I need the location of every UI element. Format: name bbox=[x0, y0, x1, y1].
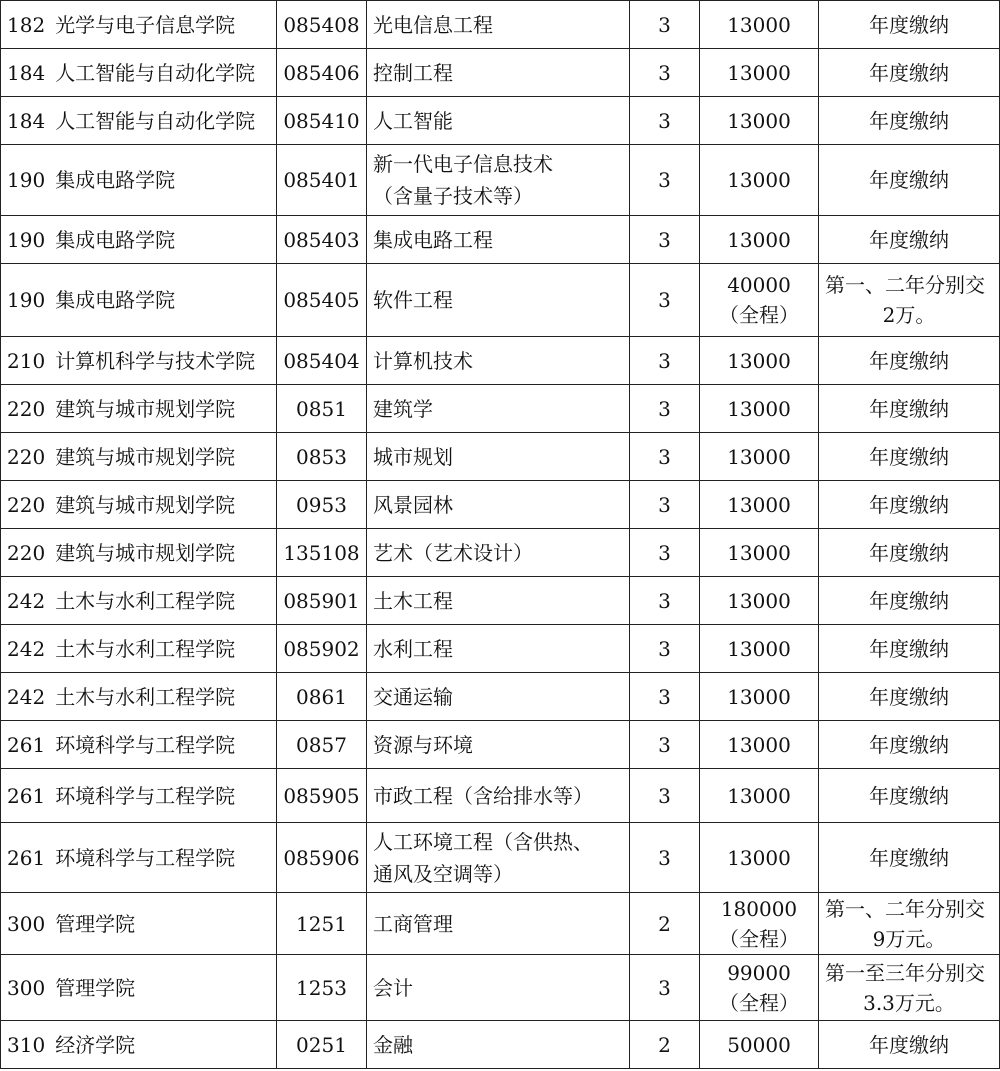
department-name: 计算机科学与技术学院 bbox=[55, 348, 256, 373]
major-code-cell bbox=[277, 529, 367, 577]
major-name-line: （含量子技术等） bbox=[373, 184, 533, 208]
study-years: 2 bbox=[658, 911, 671, 936]
major-name-line: 水利工程 bbox=[373, 636, 453, 661]
tuition-fee-cell bbox=[700, 385, 819, 433]
department-name: 集成电路学院 bbox=[55, 288, 176, 312]
major-code: 0861 bbox=[296, 684, 347, 709]
major-code: 1251 bbox=[296, 911, 347, 936]
payment-note-cell bbox=[819, 97, 1000, 145]
major-code: 0853 bbox=[296, 444, 347, 469]
tuition-fee-line: 13000 bbox=[727, 732, 791, 757]
tuition-fee-cell bbox=[700, 481, 819, 529]
major-name-cell bbox=[367, 625, 630, 673]
major-code: 0251 bbox=[296, 1032, 347, 1057]
department-code: 184 bbox=[7, 108, 46, 133]
study-years-cell bbox=[630, 216, 700, 264]
major-code-cell bbox=[277, 1, 367, 49]
tuition-fee-cell bbox=[700, 1, 819, 49]
study-years-cell bbox=[630, 337, 700, 385]
study-years-cell bbox=[630, 823, 700, 893]
study-years-cell bbox=[630, 145, 700, 216]
major-code: 085901 bbox=[283, 588, 360, 613]
tuition-fee-line: 13000 bbox=[727, 783, 791, 808]
major-code-cell bbox=[277, 893, 367, 955]
payment-note-line: 年度缴纳 bbox=[869, 1032, 949, 1057]
major-code-cell bbox=[277, 145, 367, 216]
payment-note-line: 年度缴纳 bbox=[869, 108, 949, 133]
table-row bbox=[1, 529, 1000, 577]
tuition-fee-cell bbox=[700, 823, 819, 893]
payment-note-line: 第一至三年分别交 bbox=[825, 960, 985, 985]
study-years-cell bbox=[630, 264, 700, 337]
tuition-fee-cell bbox=[700, 433, 819, 481]
payment-note-line: 第一、二年分别交 bbox=[825, 896, 985, 921]
department-name: 环境科学与工程学院 bbox=[55, 783, 236, 808]
study-years: 3 bbox=[658, 684, 671, 709]
study-years-cell bbox=[630, 577, 700, 625]
department-cell bbox=[1, 385, 277, 433]
tuition-fee-cell bbox=[700, 769, 819, 823]
payment-note-cell bbox=[819, 955, 1000, 1021]
department-code: 220 bbox=[7, 444, 46, 469]
department-code: 220 bbox=[7, 492, 46, 517]
department-cell bbox=[1, 481, 277, 529]
major-name-line: 土木工程 bbox=[373, 588, 453, 613]
major-name-cell bbox=[367, 769, 630, 823]
payment-note-cell bbox=[819, 529, 1000, 577]
department-code: 261 bbox=[7, 732, 46, 757]
department-code: 261 bbox=[7, 845, 46, 870]
study-years: 3 bbox=[658, 588, 671, 613]
major-name-cell bbox=[367, 955, 630, 1021]
study-years: 3 bbox=[658, 288, 671, 312]
major-name-cell bbox=[367, 49, 630, 97]
tuition-fee-line: 13000 bbox=[727, 588, 791, 613]
major-code: 085406 bbox=[283, 60, 360, 85]
tuition-fee-cell bbox=[700, 97, 819, 145]
department-name: 集成电路学院 bbox=[55, 227, 176, 252]
tuition-fee-line: 50000 bbox=[727, 1032, 791, 1057]
payment-note-line: 年度缴纳 bbox=[869, 396, 949, 421]
department-code: 310 bbox=[7, 1032, 46, 1057]
tuition-fee-cell bbox=[700, 216, 819, 264]
payment-note-line: 年度缴纳 bbox=[869, 60, 949, 85]
table-row bbox=[1, 955, 1000, 1021]
major-name-line: 城市规划 bbox=[373, 444, 453, 469]
major-code: 085408 bbox=[283, 12, 360, 37]
department-cell bbox=[1, 264, 277, 337]
department-cell bbox=[1, 216, 277, 264]
table-row bbox=[1, 433, 1000, 481]
payment-note-line: 年度缴纳 bbox=[869, 636, 949, 661]
department-code: 300 bbox=[7, 975, 46, 1000]
major-name-line: 金融 bbox=[373, 1032, 413, 1057]
major-code: 085405 bbox=[283, 288, 360, 312]
study-years-cell bbox=[630, 1, 700, 49]
tuition-fee-cell bbox=[700, 893, 819, 955]
payment-note-cell bbox=[819, 1, 1000, 49]
major-code-cell bbox=[277, 433, 367, 481]
payment-note-line: 年度缴纳 bbox=[869, 845, 949, 870]
department-cell bbox=[1, 49, 277, 97]
major-name-line: 市政工程（含给排水等） bbox=[373, 783, 593, 808]
major-code: 135108 bbox=[283, 540, 360, 565]
department-name: 光学与电子信息学院 bbox=[55, 12, 236, 37]
major-code: 085404 bbox=[283, 348, 360, 373]
major-name-cell bbox=[367, 216, 630, 264]
payment-note-cell bbox=[819, 577, 1000, 625]
study-years: 3 bbox=[658, 845, 671, 870]
major-name-cell bbox=[367, 1021, 630, 1069]
study-years-cell bbox=[630, 481, 700, 529]
department-name: 集成电路学院 bbox=[55, 168, 176, 192]
department-cell bbox=[1, 97, 277, 145]
department-name: 人工智能与自动化学院 bbox=[55, 108, 256, 133]
table-row bbox=[1, 823, 1000, 893]
payment-note-cell bbox=[819, 1021, 1000, 1069]
tuition-fee-cell bbox=[700, 1021, 819, 1069]
major-code-cell bbox=[277, 721, 367, 769]
major-code: 085902 bbox=[283, 636, 360, 661]
tuition-fee-line: 13000 bbox=[727, 540, 791, 565]
major-name-cell bbox=[367, 721, 630, 769]
department-cell bbox=[1, 1021, 277, 1069]
department-code: 242 bbox=[7, 636, 46, 661]
department-code: 242 bbox=[7, 684, 46, 709]
major-name-cell bbox=[367, 481, 630, 529]
study-years: 3 bbox=[658, 60, 671, 85]
study-years-cell bbox=[630, 97, 700, 145]
tuition-fee-line: （全程） bbox=[719, 990, 799, 1015]
table-row bbox=[1, 893, 1000, 955]
department-name: 土木与水利工程学院 bbox=[55, 636, 236, 661]
major-name-line: 建筑学 bbox=[373, 396, 433, 421]
table-row bbox=[1, 145, 1000, 216]
payment-note-line: 2万。 bbox=[882, 303, 936, 327]
payment-note-cell bbox=[819, 385, 1000, 433]
major-code-cell bbox=[277, 1021, 367, 1069]
major-code-cell bbox=[277, 216, 367, 264]
payment-note-cell bbox=[819, 49, 1000, 97]
department-cell bbox=[1, 955, 277, 1021]
tuition-fee-line: 13000 bbox=[727, 636, 791, 661]
major-code: 085905 bbox=[283, 783, 360, 808]
department-name: 建筑与城市规划学院 bbox=[55, 396, 236, 421]
major-code-cell bbox=[277, 481, 367, 529]
major-name-cell bbox=[367, 529, 630, 577]
study-years: 3 bbox=[658, 396, 671, 421]
table-row bbox=[1, 481, 1000, 529]
tuition-fee-line: 13000 bbox=[727, 444, 791, 469]
tuition-fee-line: 13000 bbox=[727, 684, 791, 709]
payment-note-cell bbox=[819, 769, 1000, 823]
department-cell bbox=[1, 145, 277, 216]
study-years: 2 bbox=[658, 1032, 671, 1057]
department-code: 182 bbox=[7, 12, 46, 37]
major-name-cell bbox=[367, 97, 630, 145]
major-name-cell bbox=[367, 893, 630, 955]
study-years-cell bbox=[630, 955, 700, 1021]
major-name-line: 艺术（艺术设计） bbox=[373, 540, 533, 565]
tuition-fee-line: 180000 bbox=[720, 896, 798, 921]
department-code: 220 bbox=[7, 396, 46, 421]
tuition-fee-line: 13000 bbox=[727, 12, 791, 37]
study-years-cell bbox=[630, 625, 700, 673]
payment-note-cell bbox=[819, 893, 1000, 955]
study-years-cell bbox=[630, 49, 700, 97]
tuition-fee-cell bbox=[700, 721, 819, 769]
major-code-cell bbox=[277, 955, 367, 1021]
tuition-fee-line: 13000 bbox=[727, 492, 791, 517]
tuition-fee-line: 99000 bbox=[727, 960, 791, 985]
department-cell bbox=[1, 337, 277, 385]
major-name-line: 人工环境工程（含供热、 bbox=[373, 829, 593, 854]
table-row bbox=[1, 577, 1000, 625]
study-years-cell bbox=[630, 529, 700, 577]
payment-note-cell bbox=[819, 433, 1000, 481]
payment-note-line: 年度缴纳 bbox=[869, 444, 949, 469]
department-cell bbox=[1, 823, 277, 893]
tuition-fee-line: 13000 bbox=[727, 108, 791, 133]
major-name-cell bbox=[367, 145, 630, 216]
tuition-fee-line: （全程） bbox=[719, 303, 799, 327]
study-years-cell bbox=[630, 769, 700, 823]
study-years: 3 bbox=[658, 12, 671, 37]
department-cell bbox=[1, 529, 277, 577]
study-years: 3 bbox=[658, 227, 671, 252]
department-name: 土木与水利工程学院 bbox=[55, 684, 236, 709]
major-name-cell bbox=[367, 433, 630, 481]
study-years: 3 bbox=[658, 492, 671, 517]
payment-note-line: 年度缴纳 bbox=[869, 492, 949, 517]
major-name-cell bbox=[367, 337, 630, 385]
major-name-line: 交通运输 bbox=[373, 684, 453, 709]
department-name: 建筑与城市规划学院 bbox=[55, 540, 236, 565]
department-cell bbox=[1, 577, 277, 625]
study-years: 3 bbox=[658, 348, 671, 373]
department-code: 261 bbox=[7, 783, 46, 808]
major-name-cell bbox=[367, 385, 630, 433]
department-cell bbox=[1, 893, 277, 955]
department-name: 环境科学与工程学院 bbox=[55, 845, 236, 870]
tuition-fee-line: 13000 bbox=[727, 845, 791, 870]
department-code: 300 bbox=[7, 911, 46, 936]
table-row bbox=[1, 49, 1000, 97]
payment-note-cell bbox=[819, 264, 1000, 337]
major-code-cell bbox=[277, 385, 367, 433]
department-cell bbox=[1, 1, 277, 49]
tuition-fee-cell bbox=[700, 577, 819, 625]
tuition-fee-line: 13000 bbox=[727, 227, 791, 252]
table-row bbox=[1, 673, 1000, 721]
table-row bbox=[1, 625, 1000, 673]
tuition-fee-cell bbox=[700, 145, 819, 216]
department-name: 建筑与城市规划学院 bbox=[55, 444, 236, 469]
major-code: 085401 bbox=[283, 168, 360, 192]
payment-note-line: 年度缴纳 bbox=[869, 783, 949, 808]
major-code: 085403 bbox=[283, 227, 360, 252]
department-name: 人工智能与自动化学院 bbox=[55, 60, 256, 85]
payment-note-cell bbox=[819, 337, 1000, 385]
major-name-cell bbox=[367, 1, 630, 49]
study-years-cell bbox=[630, 673, 700, 721]
department-name: 管理学院 bbox=[55, 975, 136, 1000]
major-code: 0857 bbox=[296, 732, 347, 757]
tuition-table-body bbox=[1, 1, 1000, 1069]
tuition-fee-cell bbox=[700, 625, 819, 673]
payment-note-cell bbox=[819, 145, 1000, 216]
study-years-cell bbox=[630, 721, 700, 769]
department-code: 190 bbox=[7, 168, 46, 192]
table-row bbox=[1, 769, 1000, 823]
department-name: 土木与水利工程学院 bbox=[55, 588, 236, 613]
major-name-line: 会计 bbox=[373, 975, 413, 1000]
payment-note-line: 第一、二年分别交 bbox=[825, 273, 985, 297]
major-name-line: 通风及空调等） bbox=[373, 861, 513, 886]
department-code: 220 bbox=[7, 540, 46, 565]
study-years: 3 bbox=[658, 108, 671, 133]
study-years: 3 bbox=[658, 636, 671, 661]
tuition-fee-line: （全程） bbox=[719, 926, 799, 951]
study-years: 3 bbox=[658, 975, 671, 1000]
study-years-cell bbox=[630, 385, 700, 433]
tuition-fee-cell bbox=[700, 264, 819, 337]
major-code-cell bbox=[277, 823, 367, 893]
major-name-line: 软件工程 bbox=[373, 288, 453, 312]
tuition-fee-line: 13000 bbox=[727, 168, 791, 192]
department-name: 环境科学与工程学院 bbox=[55, 732, 236, 757]
payment-note-cell bbox=[819, 481, 1000, 529]
study-years-cell bbox=[630, 433, 700, 481]
payment-note-line: 9万元。 bbox=[872, 926, 946, 951]
major-name-cell bbox=[367, 823, 630, 893]
major-name-line: 风景园林 bbox=[373, 492, 453, 517]
major-name-line: 人工智能 bbox=[373, 108, 453, 133]
major-name-cell bbox=[367, 577, 630, 625]
payment-note-line: 年度缴纳 bbox=[869, 168, 949, 192]
major-name-line: 计算机技术 bbox=[373, 348, 473, 373]
table-row bbox=[1, 1021, 1000, 1069]
major-name-line: 集成电路工程 bbox=[373, 227, 493, 252]
major-name-line: 光电信息工程 bbox=[373, 12, 493, 37]
major-code-cell bbox=[277, 625, 367, 673]
tuition-fee-cell bbox=[700, 673, 819, 721]
payment-note-line: 年度缴纳 bbox=[869, 227, 949, 252]
major-code: 085906 bbox=[283, 845, 360, 870]
department-code: 210 bbox=[7, 348, 46, 373]
major-code: 085410 bbox=[283, 108, 360, 133]
table-row bbox=[1, 721, 1000, 769]
study-years: 3 bbox=[658, 540, 671, 565]
payment-note-line: 年度缴纳 bbox=[869, 684, 949, 709]
tuition-fee-cell bbox=[700, 337, 819, 385]
tuition-fee-cell bbox=[700, 955, 819, 1021]
tuition-fee-line: 13000 bbox=[727, 396, 791, 421]
payment-note-cell bbox=[819, 721, 1000, 769]
major-name-cell bbox=[367, 264, 630, 337]
payment-note-cell bbox=[819, 823, 1000, 893]
study-years-cell bbox=[630, 893, 700, 955]
department-name: 经济学院 bbox=[55, 1032, 136, 1057]
major-code: 0851 bbox=[296, 396, 347, 421]
department-code: 190 bbox=[7, 288, 46, 312]
tuition-fee-cell bbox=[700, 529, 819, 577]
payment-note-line: 年度缴纳 bbox=[869, 588, 949, 613]
major-code: 0953 bbox=[296, 492, 347, 517]
department-name: 建筑与城市规划学院 bbox=[55, 492, 236, 517]
payment-note-line: 年度缴纳 bbox=[869, 12, 949, 37]
department-cell bbox=[1, 433, 277, 481]
major-name-line: 新一代电子信息技术 bbox=[373, 152, 553, 176]
payment-note-line: 3.3万元。 bbox=[863, 990, 955, 1015]
payment-note-cell bbox=[819, 625, 1000, 673]
department-code: 190 bbox=[7, 227, 46, 252]
table-row bbox=[1, 216, 1000, 264]
major-code-cell bbox=[277, 577, 367, 625]
study-years-cell bbox=[630, 1021, 700, 1069]
table-row bbox=[1, 385, 1000, 433]
payment-note-line: 年度缴纳 bbox=[869, 348, 949, 373]
payment-note-cell bbox=[819, 216, 1000, 264]
table-row bbox=[1, 264, 1000, 337]
department-cell bbox=[1, 769, 277, 823]
study-years: 3 bbox=[658, 444, 671, 469]
tuition-fee-line: 13000 bbox=[727, 348, 791, 373]
major-code-cell bbox=[277, 673, 367, 721]
table-row bbox=[1, 97, 1000, 145]
tuition-fee-cell bbox=[700, 49, 819, 97]
table-row bbox=[1, 337, 1000, 385]
major-code: 1253 bbox=[296, 975, 347, 1000]
major-code-cell bbox=[277, 769, 367, 823]
study-years: 3 bbox=[658, 168, 671, 192]
major-code-cell bbox=[277, 49, 367, 97]
major-name-line: 控制工程 bbox=[373, 60, 453, 85]
table-row bbox=[1, 1, 1000, 49]
payment-note-cell bbox=[819, 673, 1000, 721]
major-name-line: 资源与环境 bbox=[373, 732, 473, 757]
major-code-cell bbox=[277, 264, 367, 337]
department-code: 242 bbox=[7, 588, 46, 613]
major-name-cell bbox=[367, 673, 630, 721]
study-years: 3 bbox=[658, 732, 671, 757]
department-cell bbox=[1, 673, 277, 721]
department-cell bbox=[1, 721, 277, 769]
tuition-fee-line: 40000 bbox=[727, 273, 791, 297]
payment-note-line: 年度缴纳 bbox=[869, 540, 949, 565]
tuition-fee-line: 13000 bbox=[727, 60, 791, 85]
department-code: 184 bbox=[7, 60, 46, 85]
major-code-cell bbox=[277, 337, 367, 385]
major-name-line: 工商管理 bbox=[373, 911, 453, 936]
department-cell bbox=[1, 625, 277, 673]
department-name: 管理学院 bbox=[55, 911, 136, 936]
major-code-cell bbox=[277, 97, 367, 145]
study-years: 3 bbox=[658, 783, 671, 808]
payment-note-line: 年度缴纳 bbox=[869, 732, 949, 757]
